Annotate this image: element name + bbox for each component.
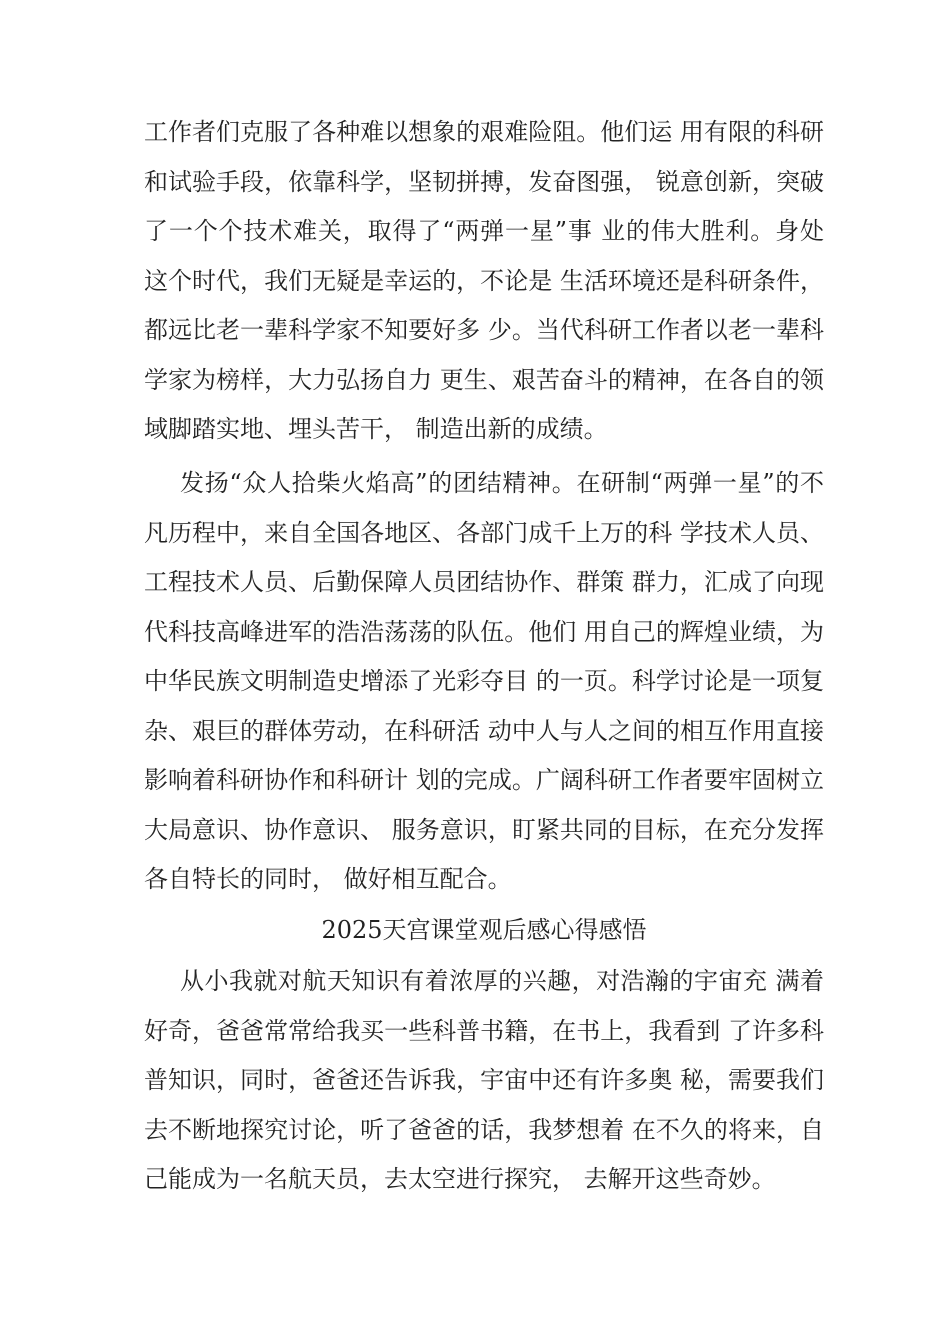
paragraph-continuation: 工作者们克服了各种难以想象的艰难险阻。他们运 用有限的科研和试验手段，依靠科学，坚韧拼搏，发奋图强， 锐意创新，突破了一个个技术难关，取得了“两弹一星”事 业的伟大胜利。身处这个时代，我们无疑是幸运的，不论是 生活环境还是科研条件，都远比老一辈科学家不知要好多 少。当代科研工作者以老一辈科学家为榜样，大力弘扬自力 更生、艰苦奋斗的精神，在各自的领域脚踏实地、埋头苦干， 制造出新的成绩。: [144, 118, 824, 443]
paragraph-unity-spirit: 发扬“众人拾柴火焰高”的团结精神。在研制“两弹一星”的不凡历程中，来自全国各地区、各部门成千上万的科 学技术人员、工程技术人员、后勤保障人员团结协作、群策 群力，汇成了向现代科技高峰进军的浩浩荡荡的队伍。他们 用自己的辉煌业绩，为中华民族文明制造史增添了光彩夺目 的一页。科学讨论是一项复杂、艰巨的群体劳动，在科研活 动中人与人之间的相互作用直接影响着科研协作和科研计 划的完成。广阔科研工作者要牢固树立大局意识、协作意识、 服务意识，盯紧共同的目标，在充分发挥各自特长的同时， 做好相互配合。: [144, 469, 824, 893]
section-title: 2025天宫课堂观后感心得感悟: [321, 916, 647, 944]
paragraph-childhood-dream: 从小我就对航天知识有着浓厚的兴趣，对浩瀚的宇宙充 满着好奇，爸爸常常给我买一些科普书籍，在书上，我看到 了许多科普知识，同时，爸爸还告诉我，宇宙中还有许多奥 秘，需要我们去不断地探究讨论，听了爸爸的话，我梦想着 在不久的将来，自己能成为一名航天员，去太空进行探究， 去解开这些奇妙。: [144, 967, 824, 1193]
